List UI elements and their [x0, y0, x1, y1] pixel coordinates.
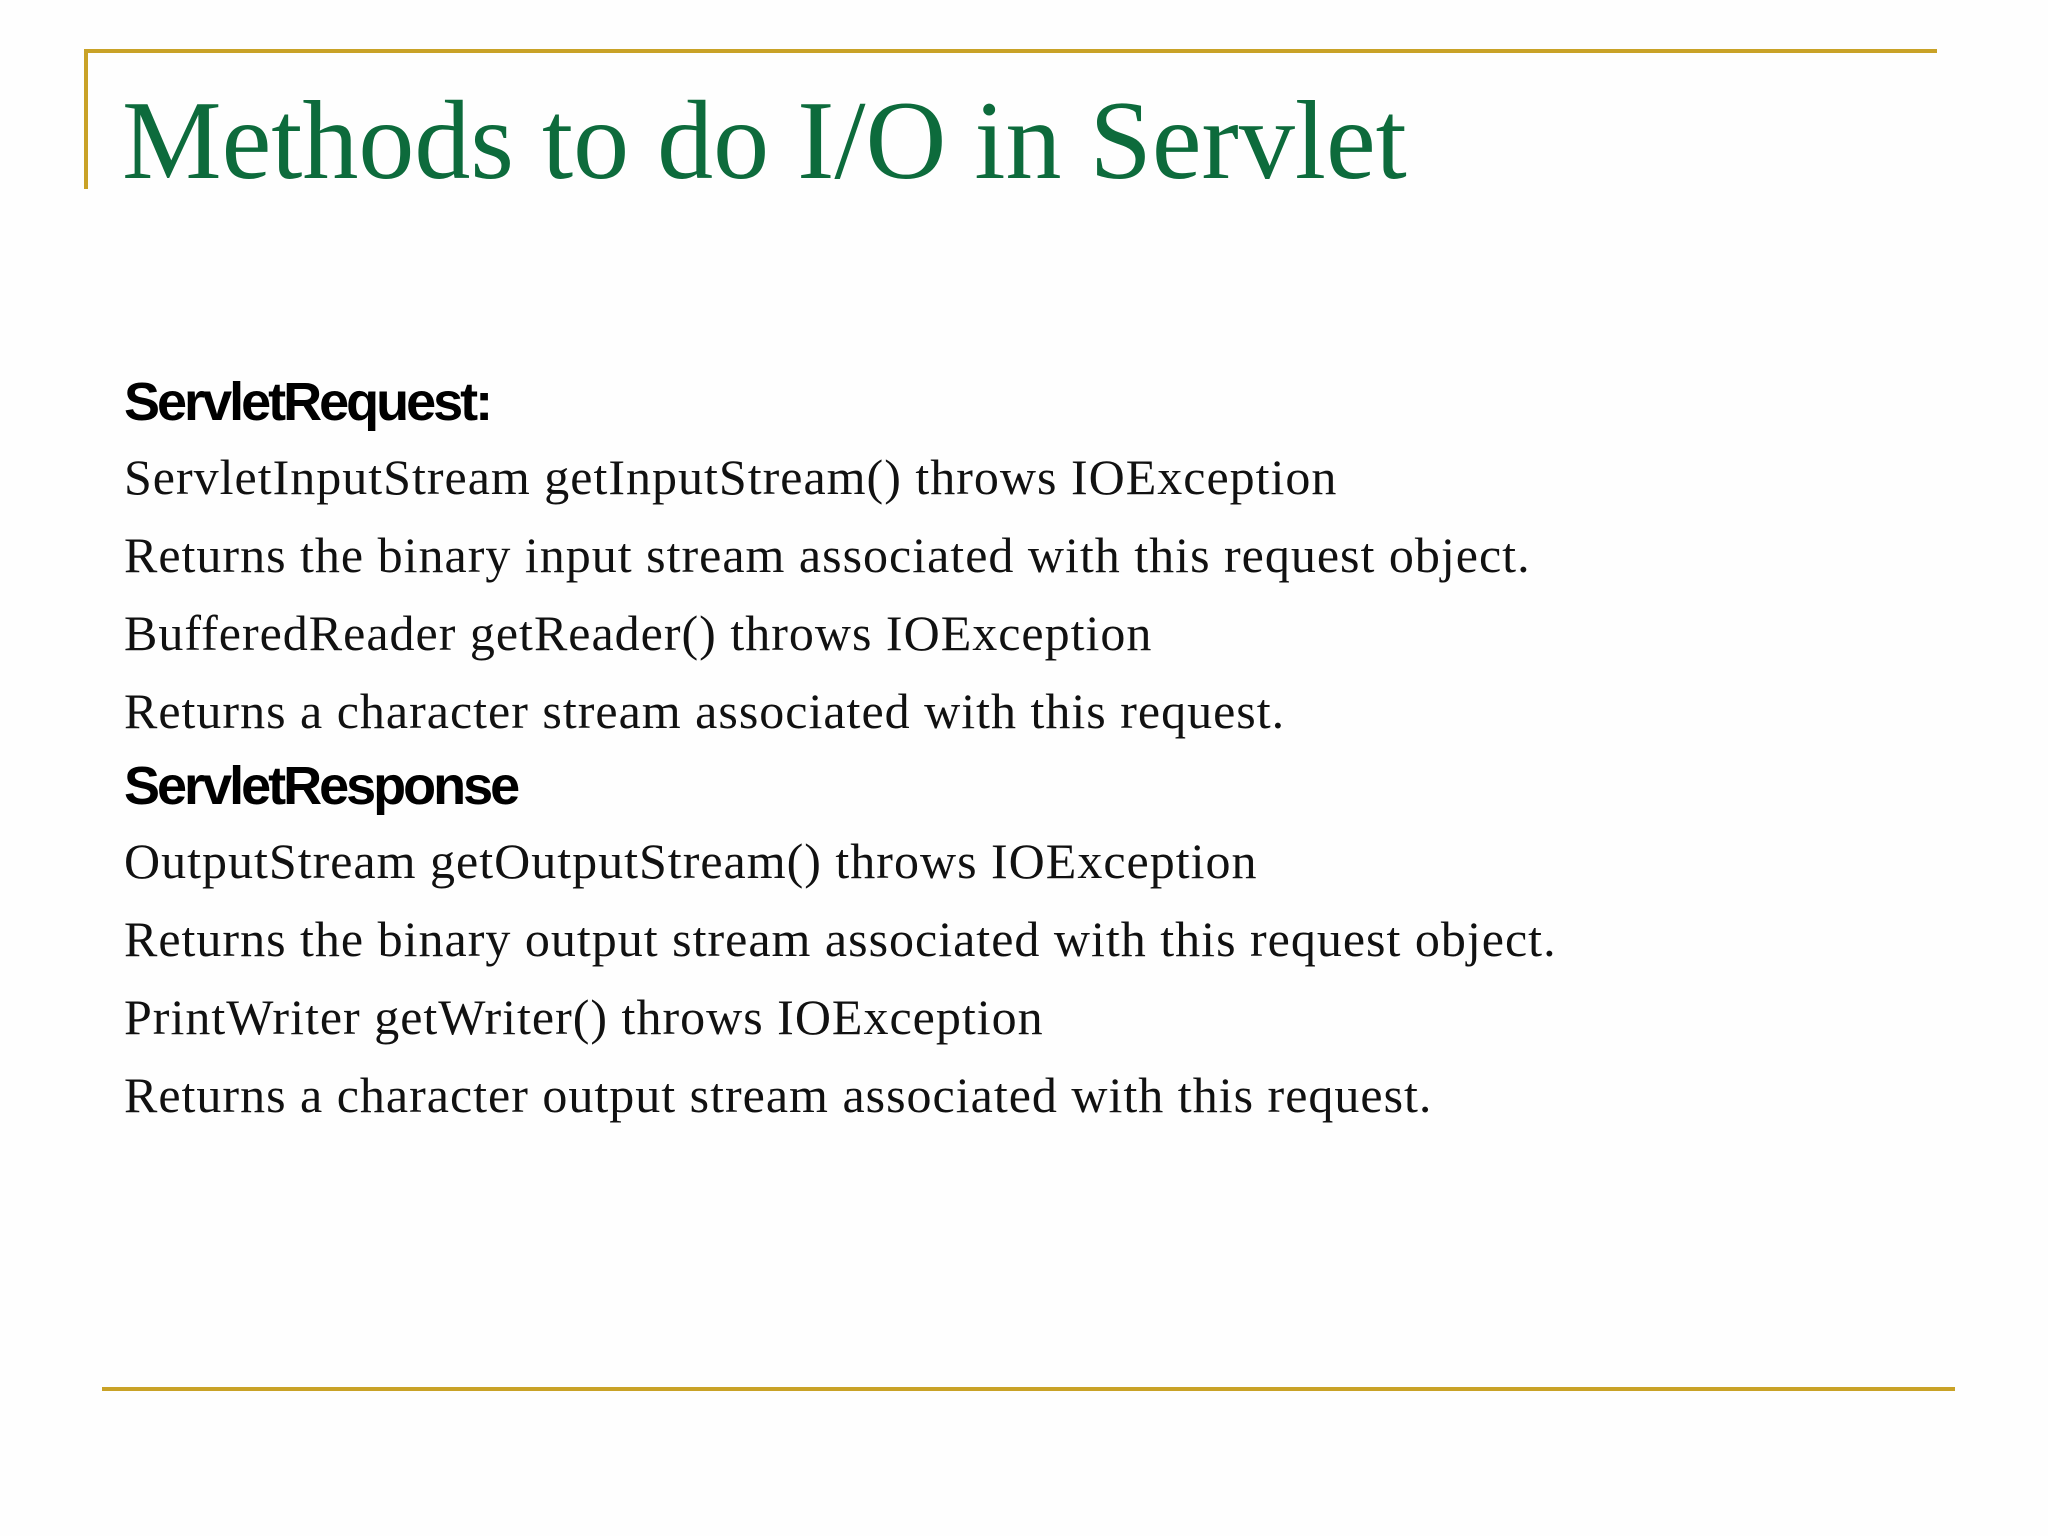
section-heading: ServletResponse — [124, 756, 518, 816]
bottom-rule — [102, 1387, 1955, 1391]
top-rule — [84, 49, 1937, 53]
method-description: Returns a character output stream associated with this request. — [124, 1067, 1433, 1123]
method-signature: ServletInputStream getInputStream() throws IOException — [124, 449, 1338, 505]
method-description: Returns the binary input stream associated with this request object. — [124, 527, 1531, 583]
method-signature: BufferedReader getReader() throws IOException — [124, 605, 1153, 661]
method-signature: OutputStream getOutputStream() throws IOException — [124, 833, 1258, 889]
section-servlet-request — [124, 366, 1974, 750]
section-servlet-response — [124, 750, 1974, 1134]
section-heading: ServletRequest: — [124, 372, 491, 432]
method-description: Returns the binary output stream associated with this request object. — [124, 911, 1557, 967]
method-signature: PrintWriter getWriter() throws IOException — [124, 989, 1044, 1045]
left-rule — [84, 49, 88, 189]
slide-title: Methods to do I/O in Servlet — [122, 79, 1407, 203]
slide-body — [124, 366, 1974, 1134]
method-description: Returns a character stream associated with this request. — [124, 683, 1286, 739]
